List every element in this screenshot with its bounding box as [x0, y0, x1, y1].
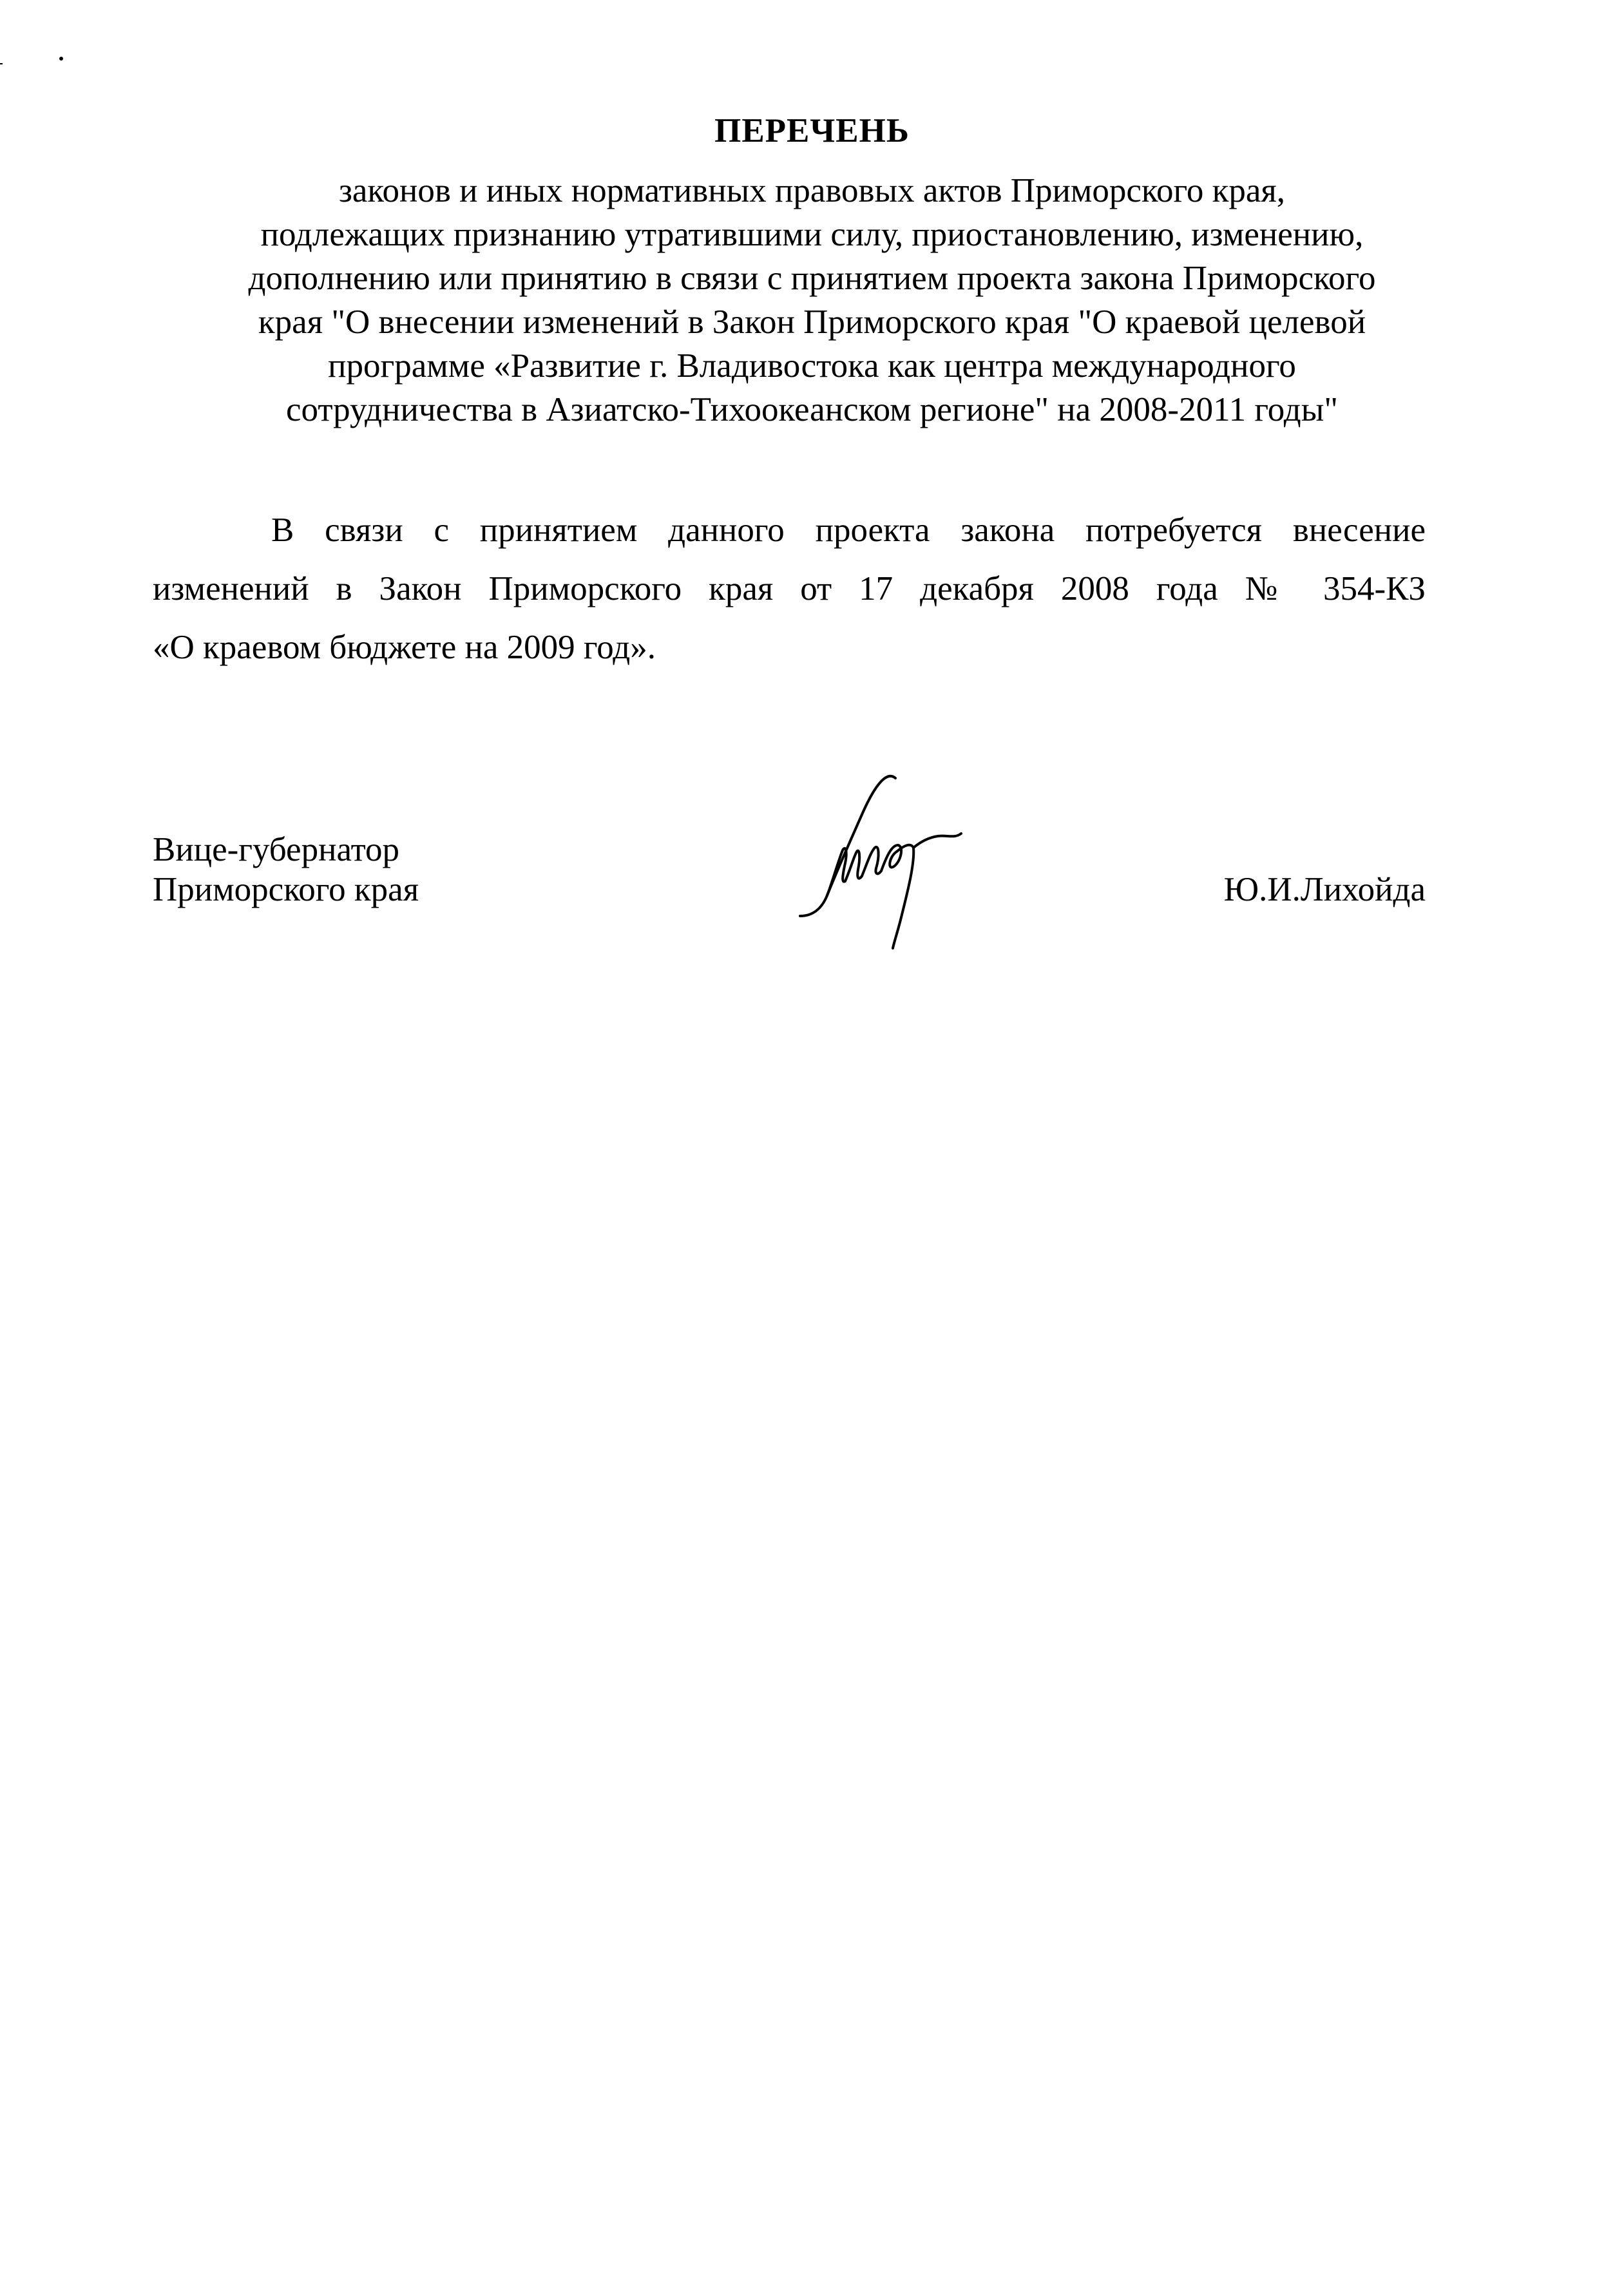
handwritten-signature-icon — [760, 767, 966, 953]
signatory-name: Ю.И.Лихойда — [1223, 871, 1426, 908]
subtitle-line: законов и иных нормативных правовых актов Приморского края, — [338, 172, 1286, 209]
subtitle-line: края "О внесении изменений в Закон Приморского края "О краевой целевой — [258, 303, 1366, 341]
signatory-position-line: Вице-губернатор — [153, 831, 400, 868]
body-line: «О краевом бюджете на 2009 год». — [153, 629, 656, 666]
subtitle-line: программе «Развитие г. Владивостока как центра международного — [328, 347, 1296, 385]
signatory-position-line: Приморского края — [153, 871, 419, 908]
document-title: ПЕРЕЧЕНЬ — [714, 112, 910, 149]
subtitle-line: дополнению или принятию в связи с принятием проекта закона Приморского — [248, 260, 1376, 297]
scan-artifact-tick — [0, 63, 3, 64]
document-subtitle — [0, 169, 1624, 432]
body-paragraph — [153, 501, 1426, 677]
subtitle-line: сотрудничества в Азиатско-Тихоокеанском регионе" на 2008-2011 годы" — [286, 391, 1338, 428]
signatory-position — [153, 830, 419, 910]
body-line: В связи с принятием данного проекта закона потребуется внесение — [271, 511, 1426, 549]
scan-artifact-dot — [59, 57, 63, 61]
body-line: изменений в Закон Приморского края от 17 декабря 2008 года № 354-КЗ — [153, 570, 1426, 607]
subtitle-line: подлежащих признанию утратившими силу, приостановлению, изменению, — [260, 216, 1364, 253]
